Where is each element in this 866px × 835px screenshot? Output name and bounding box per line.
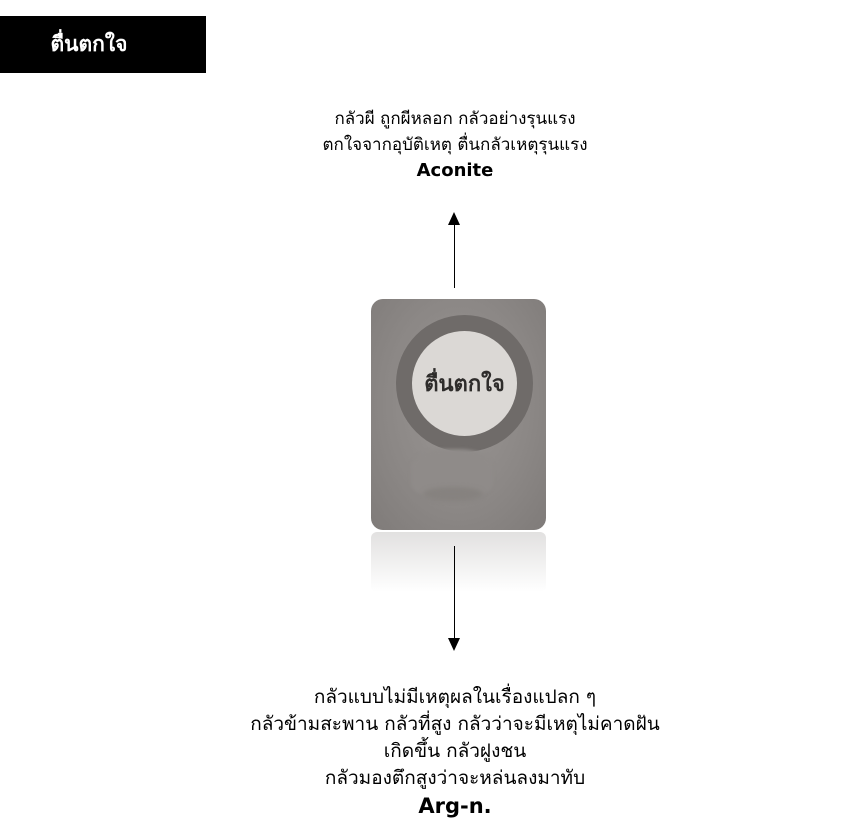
arrow-down-icon — [454, 546, 455, 638]
top-symptom-line: กลัวผี ถูกผีหลอก กลัวอย่างรุนแรง — [334, 109, 576, 129]
bottom-symptom-line: เกิดขึ้น กลัวฝูงชน — [383, 740, 527, 762]
picture-caption: ตื่นตกใจ — [424, 372, 505, 397]
bottom-symptom-line: กลัวมองตึกสูงว่าจะหล่นลงมาทับ — [324, 767, 586, 789]
page-title-text: ตื่นตกใจ — [50, 32, 128, 56]
top-remedy-name: Aconite — [416, 160, 494, 181]
bottom-remedy-block — [22, 684, 866, 820]
top-remedy-block — [22, 106, 866, 184]
central-picture — [371, 299, 546, 530]
top-symptom-line: ตกใจจากอุบัติเหตุ ตื่นกลัวเหตุรุนแรง — [322, 135, 588, 155]
bottom-remedy-name: Arg-n. — [418, 794, 492, 818]
picture-reflection — [371, 532, 546, 592]
mascot-shadow — [423, 487, 483, 501]
page-title — [0, 16, 206, 73]
arrow-up-icon — [454, 224, 455, 288]
bottom-symptom-line: กลัวข้ามสะพาน กลัวที่สูง กลัวว่าจะมีเหตุไม่คาดฝัน — [250, 713, 660, 735]
bottom-symptom-line: กลัวแบบไม่มีเหตุผลในเรื่องแปลก ๆ — [313, 686, 597, 708]
